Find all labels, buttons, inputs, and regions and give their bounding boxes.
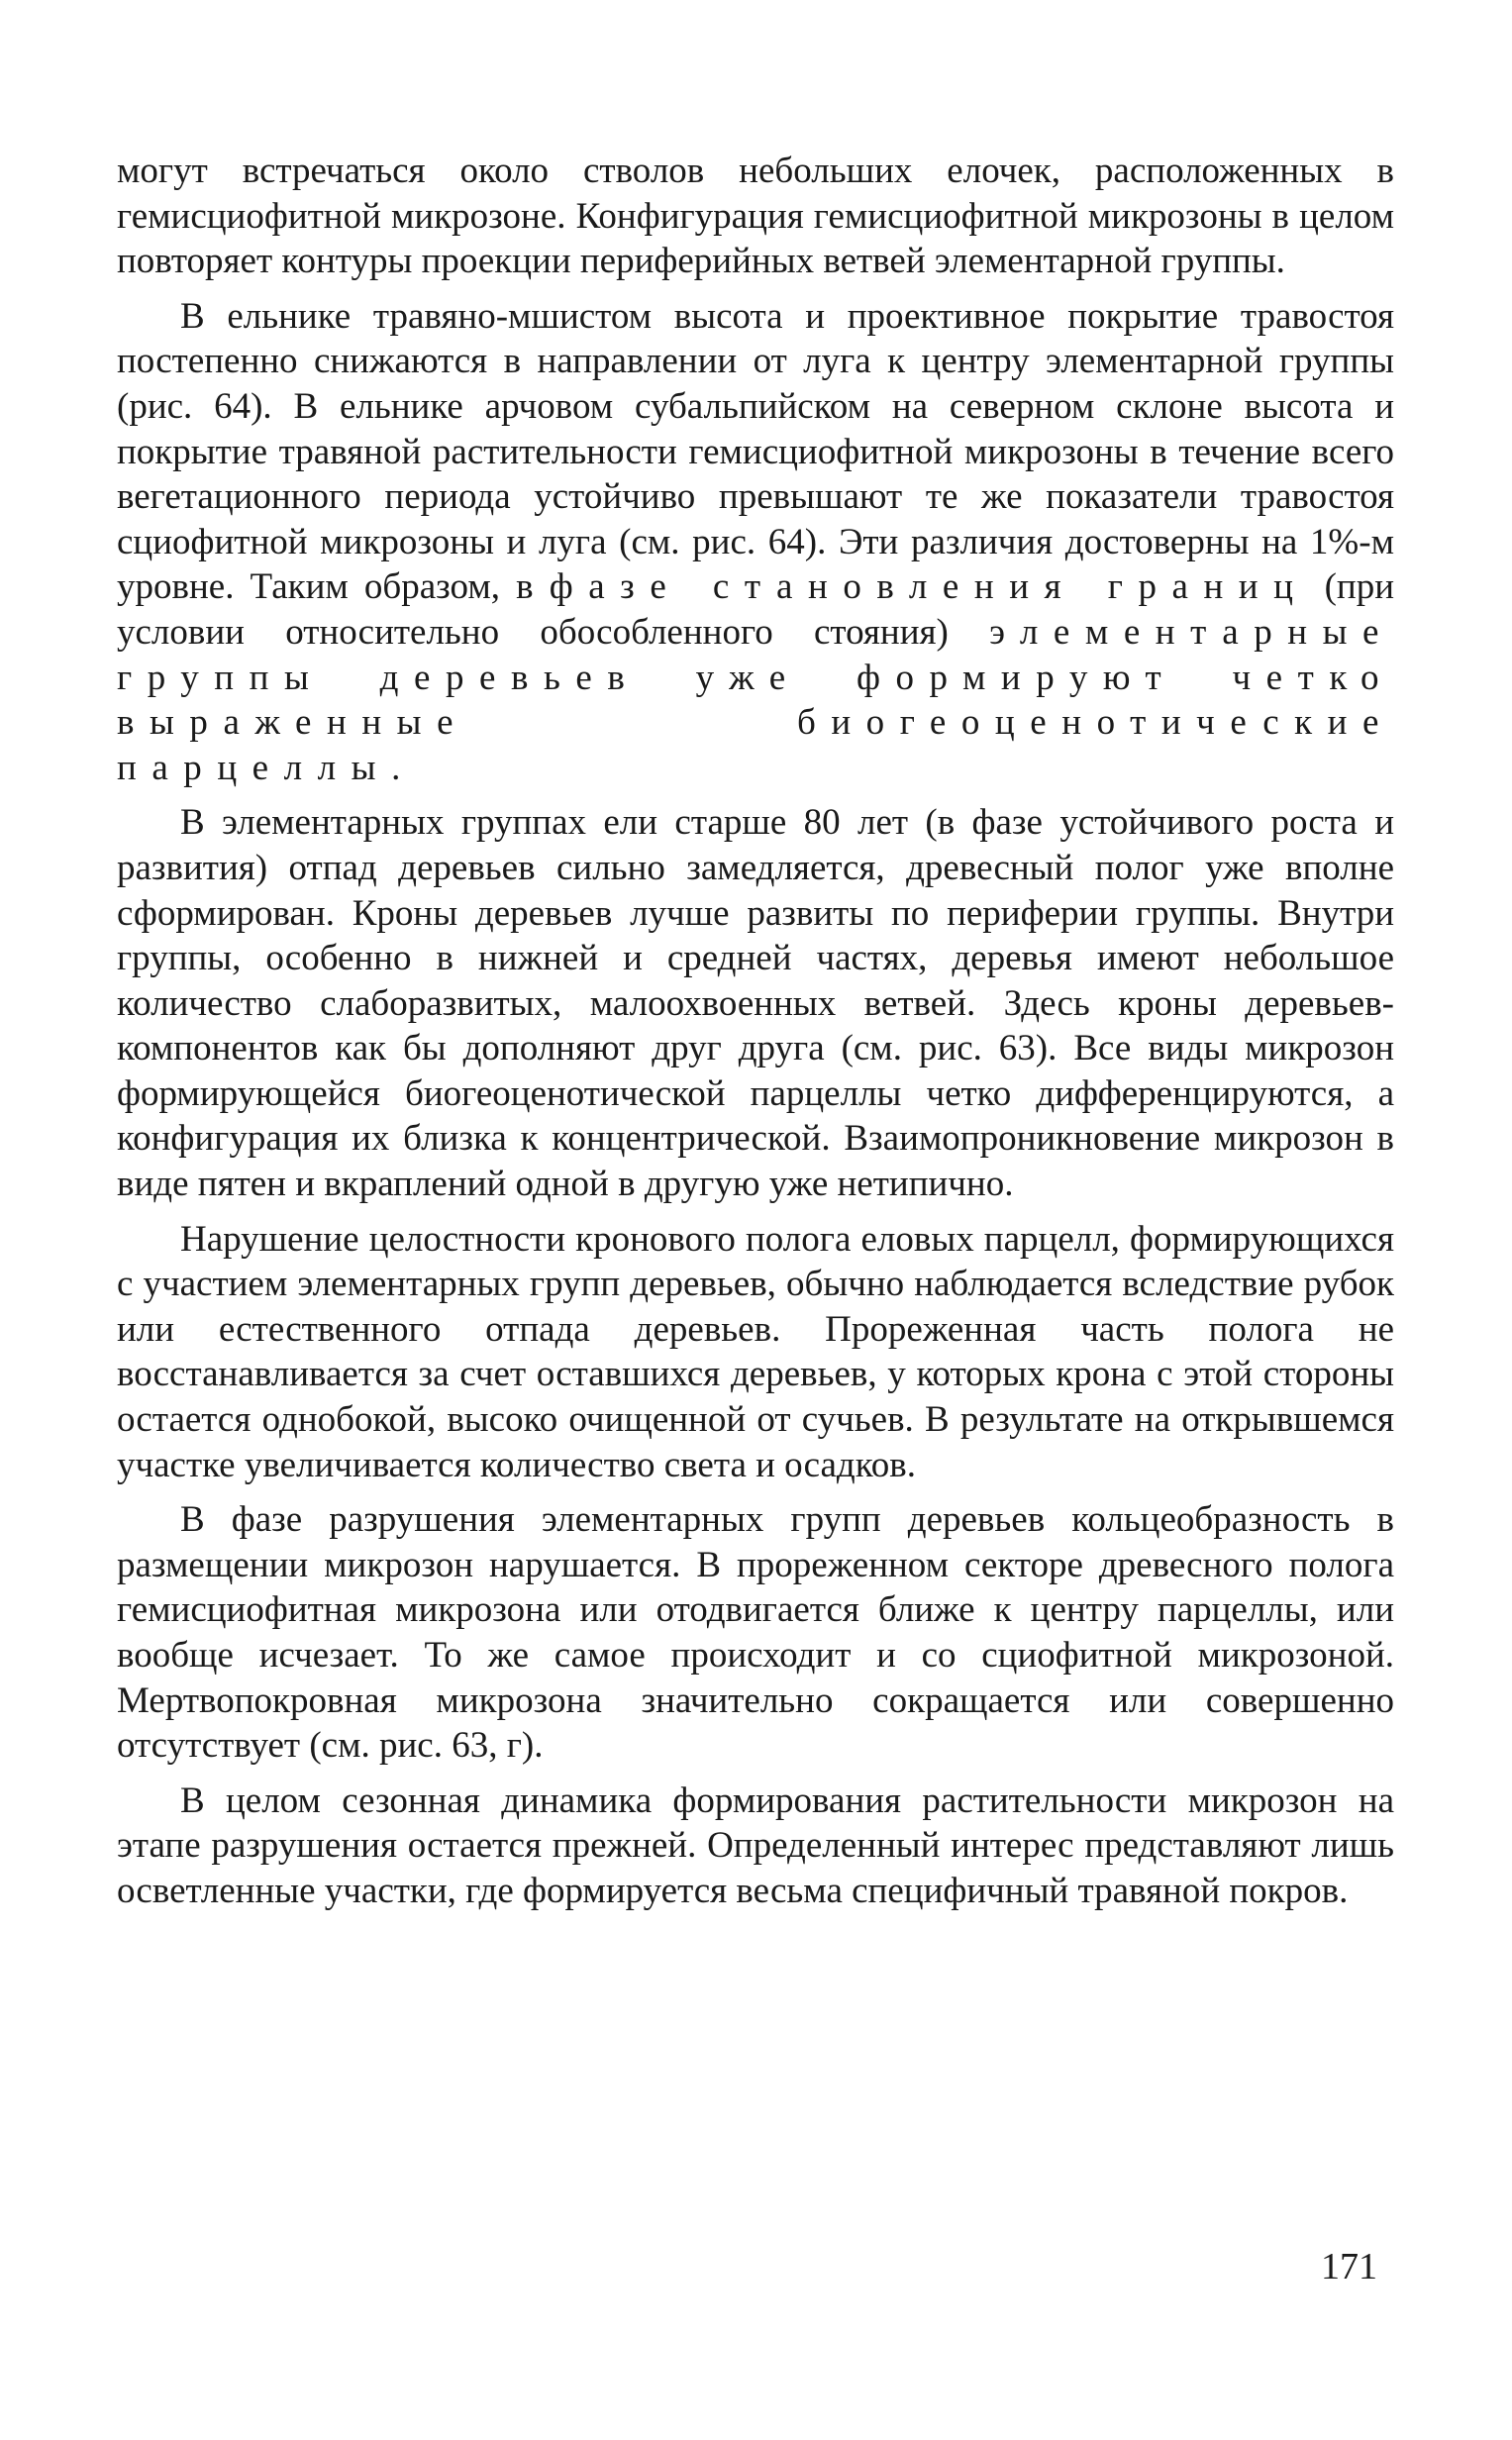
page-number: 171 (1321, 2246, 1377, 2288)
paragraph-5: В фазе разрушения элементарных групп деревьев кольцеобразность в размещении микрозон нарушается. В прореженном секторе древесного полога гемисциофитная микрозона или отодвигается ближе к центру парцеллы, или вообще исчезает. То же самое происходит и со сциофитной микрозоной. Мертвопокровная микрозона значительно сокращается или совершенно отсутствует (см. рис. 63, г). (117, 1499, 1394, 1767)
paragraph-4: Нарушение целостности кронового полога еловых парцелл, формирующихся с участием элементарных групп деревьев, обычно наблюдается вследствие рубок или естественного отпада деревьев. Прореженная часть полога не восстанавливается за счет оставшихся деревьев, у которых крона с этой стороны остается однобокой, высоко очищенной от сучьев. В результате на открывшемся участке увеличивается количество света и осадков. (117, 1218, 1394, 1485)
paragraph-2 (117, 294, 1394, 791)
paragraph-3: В элементарных группах ели старше 80 лет (в фазе устойчивого роста и развития) отпад деревьев сильно замедляется, древесный полог уже вполне сформирован. Кроны деревьев лучше развиты по периферии группы. Внутри группы, особенно в нижней и средней частях, деревья имеют небольшое количество слаборазвитых, малоохвоенных ветвей. Здесь кроны деревьев-компонентов как бы дополняют друг друга (см. рис. 63). Все виды микрозон формирующейся биогеоценотической парцеллы четко дифференцируются, а конфигурация их близка к концентрической. Взаимопроникновение микрозон в виде пятен и вкраплений одной в другую уже нетипично. (117, 802, 1394, 1205)
paragraph-2-text-middle: (при условии относительно обособленного стояния) (117, 566, 1395, 653)
paragraph-2-text-after: . (391, 747, 401, 788)
spaced-phrase-phase: фазе становления границ (549, 566, 1309, 608)
paragraph-6: В целом сезонная динамика формирования растительности микрозон на этапе разрушения остается прежней. Определенный интерес представляют лишь осветленные участки, где формируется весьма специфичный травяной покров. (117, 1779, 1394, 1911)
page-body (117, 149, 1394, 1924)
paragraph-2-text-before: В ельнике травяно-мшистом высота и проективное покрытие травостоя постепенно снижаются в направлении от луга к центру элементарной группы (рис. 64). В ельнике арчовом субальпийском на северном склоне высота и покрытие травяной растительности гемисциофитной микрозоны в течение всего вегетационного периода устойчиво превышают те же показатели травостоя сциофитной микрозоны и луга (см. рис. 64). Эти различия достоверны на 1%-м уровне. Таким образом, в (117, 295, 1394, 608)
spaced-phrase-groups: элементарные группы деревьев уже формируют четко выраженные биогеоценотические парцеллы (117, 611, 1394, 788)
paragraph-1: могут встречаться около стволов небольших елочек, расположенных в гемисциофитной микрозоне. Конфигурация гемисциофитной микрозоны в целом повторяет контуры проекции периферийных ветвей элементарной группы. (117, 151, 1394, 282)
